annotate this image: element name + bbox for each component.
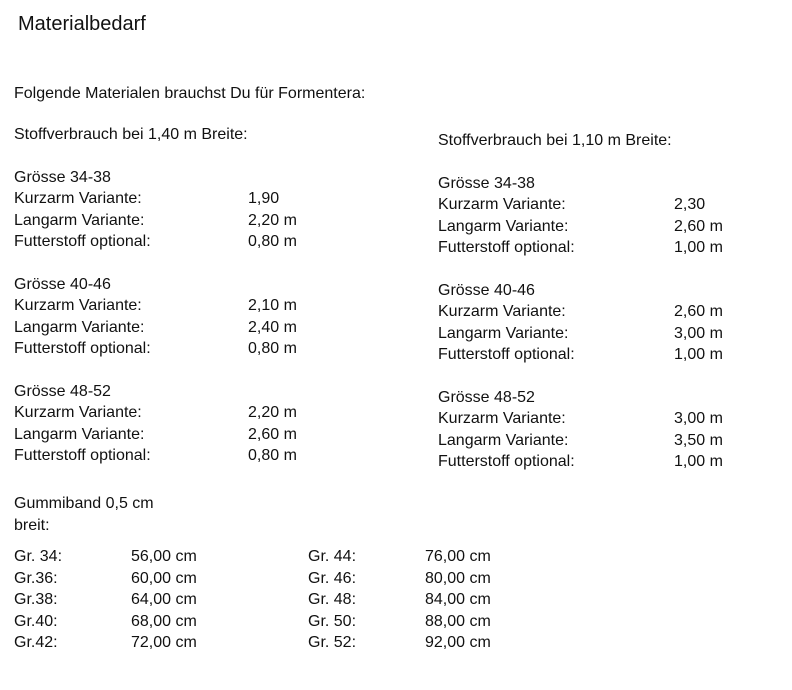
- requirement-label: Langarm Variante:: [14, 318, 145, 336]
- requirement-label: Kurzarm Variante:: [14, 404, 142, 421]
- requirement-label: Kurzarm Variante:: [438, 196, 566, 213]
- requirement-row: [438, 323, 723, 345]
- requirement-value: 2,60 m: [248, 425, 297, 443]
- elastic-column: [308, 546, 491, 654]
- requirement-label: Futterstoff optional:: [438, 453, 575, 470]
- requirement-label: Langarm Variante:: [14, 425, 145, 443]
- size-group: [14, 167, 297, 253]
- requirement-row: [14, 210, 297, 232]
- requirement-row: [14, 295, 297, 317]
- requirement-label: Futterstoff optional:: [14, 233, 151, 250]
- requirement-row: [438, 408, 723, 430]
- elastic-row: [308, 632, 491, 654]
- elastic-size: Gr. 50:: [308, 612, 357, 630]
- requirement-value: 1,00 m: [674, 346, 723, 363]
- requirement-value: 2,20 m: [248, 211, 297, 229]
- size-group: [438, 173, 723, 259]
- elastic-size: Gr.36:: [14, 569, 58, 587]
- requirement-label: Langarm Variante:: [438, 217, 569, 235]
- requirement-value: 2,10 m: [248, 297, 297, 314]
- requirement-value: 3,00 m: [674, 324, 723, 342]
- elastic-heading-line2: breit:: [14, 516, 50, 534]
- elastic-length: 80,00 cm: [425, 569, 491, 587]
- size-group: [438, 387, 723, 473]
- requirement-row: [438, 237, 723, 259]
- requirement-label: Langarm Variante:: [438, 431, 569, 449]
- elastic-heading-line1: Gummiband 0,5 cm: [14, 495, 154, 512]
- elastic-length: 88,00 cm: [425, 612, 491, 630]
- requirement-value: 2,30: [674, 196, 706, 213]
- requirement-row: [14, 188, 297, 210]
- elastic-length: 56,00 cm: [131, 548, 197, 565]
- requirement-row: [438, 451, 723, 473]
- elastic-size: Gr.40:: [14, 612, 58, 630]
- elastic-row: [308, 589, 491, 611]
- elastic-row: [14, 546, 197, 568]
- size-heading: Grösse 48-52: [14, 382, 111, 400]
- size-heading: Grösse 48-52: [438, 388, 535, 406]
- requirement-value: 0,80 m: [248, 340, 297, 357]
- requirement-row: [438, 301, 723, 323]
- requirement-label: Kurzarm Variante:: [438, 303, 566, 320]
- requirement-value: 1,00 m: [674, 453, 723, 470]
- requirement-label: Kurzarm Variante:: [14, 190, 142, 207]
- requirement-row: [438, 344, 723, 366]
- size-heading: Grösse 40-46: [438, 281, 535, 299]
- elastic-length: 68,00 cm: [131, 612, 197, 630]
- elastic-row: [308, 568, 491, 590]
- size-heading: Grösse 34-38: [14, 168, 111, 186]
- intro-text: Folgende Materialen brauchst Du für Formentera:: [14, 85, 366, 102]
- elastic-row: [308, 546, 491, 568]
- requirement-row: [14, 445, 297, 467]
- requirement-value: 2,60 m: [674, 303, 723, 320]
- elastic-row: [14, 568, 197, 590]
- requirement-value: 2,20 m: [248, 404, 297, 421]
- size-group: [438, 280, 723, 366]
- requirement-row: [14, 338, 297, 360]
- requirement-value: 0,80 m: [248, 447, 297, 464]
- fabric-110-heading: Stoffverbrauch bei 1,10 m Breite:: [438, 132, 672, 149]
- requirement-label: Kurzarm Variante:: [438, 410, 566, 427]
- requirement-row: [438, 430, 723, 452]
- requirement-value: 2,60 m: [674, 217, 723, 235]
- elastic-length: 72,00 cm: [131, 634, 197, 651]
- elastic-row: [14, 611, 197, 633]
- fabric-110-section: [438, 130, 723, 473]
- requirement-value: 3,00 m: [674, 410, 723, 427]
- fabric-140-heading: Stoffverbrauch bei 1,40 m Breite:: [14, 126, 248, 143]
- size-group: [14, 381, 297, 467]
- requirement-value: 2,40 m: [248, 318, 297, 336]
- elastic-size: Gr. 46:: [308, 569, 357, 587]
- elastic-length: 84,00 cm: [425, 591, 491, 608]
- elastic-length: 76,00 cm: [425, 548, 491, 565]
- elastic-heading: [14, 493, 154, 536]
- elastic-length: 92,00 cm: [425, 634, 491, 651]
- requirement-row: [14, 231, 297, 253]
- requirement-value: 3,50 m: [674, 431, 723, 449]
- elastic-column: [14, 546, 197, 654]
- size-heading: Grösse 40-46: [14, 275, 111, 293]
- requirement-value: 1,00 m: [674, 239, 723, 256]
- requirement-row: [438, 194, 723, 216]
- requirement-row: [14, 317, 297, 339]
- elastic-size: Gr. 34:: [14, 548, 63, 565]
- elastic-length: 60,00 cm: [131, 569, 197, 587]
- elastic-row: [14, 632, 197, 654]
- requirement-value: 0,80 m: [248, 233, 297, 250]
- requirement-label: Langarm Variante:: [14, 211, 145, 229]
- page-title: Materialbedarf: [18, 13, 146, 35]
- fabric-140-section: [14, 124, 297, 467]
- elastic-size: Gr. 52:: [308, 634, 357, 651]
- requirement-label: Kurzarm Variante:: [14, 297, 142, 314]
- elastic-size: Gr. 44:: [308, 548, 357, 565]
- requirement-row: [14, 424, 297, 446]
- requirement-row: [14, 402, 297, 424]
- requirement-row: [438, 216, 723, 238]
- elastic-row: [14, 589, 197, 611]
- size-group: [14, 274, 297, 360]
- requirement-label: Futterstoff optional:: [438, 239, 575, 256]
- requirement-label: Langarm Variante:: [438, 324, 569, 342]
- size-heading: Grösse 34-38: [438, 174, 535, 192]
- elastic-size: Gr.38:: [14, 591, 58, 608]
- requirement-label: Futterstoff optional:: [14, 340, 151, 357]
- requirement-label: Futterstoff optional:: [14, 447, 151, 464]
- requirement-label: Futterstoff optional:: [438, 346, 575, 363]
- elastic-length: 64,00 cm: [131, 591, 197, 608]
- elastic-row: [308, 611, 491, 633]
- elastic-size: Gr. 48:: [308, 591, 357, 608]
- elastic-size: Gr.42:: [14, 634, 58, 651]
- requirement-value: 1,90: [248, 190, 280, 207]
